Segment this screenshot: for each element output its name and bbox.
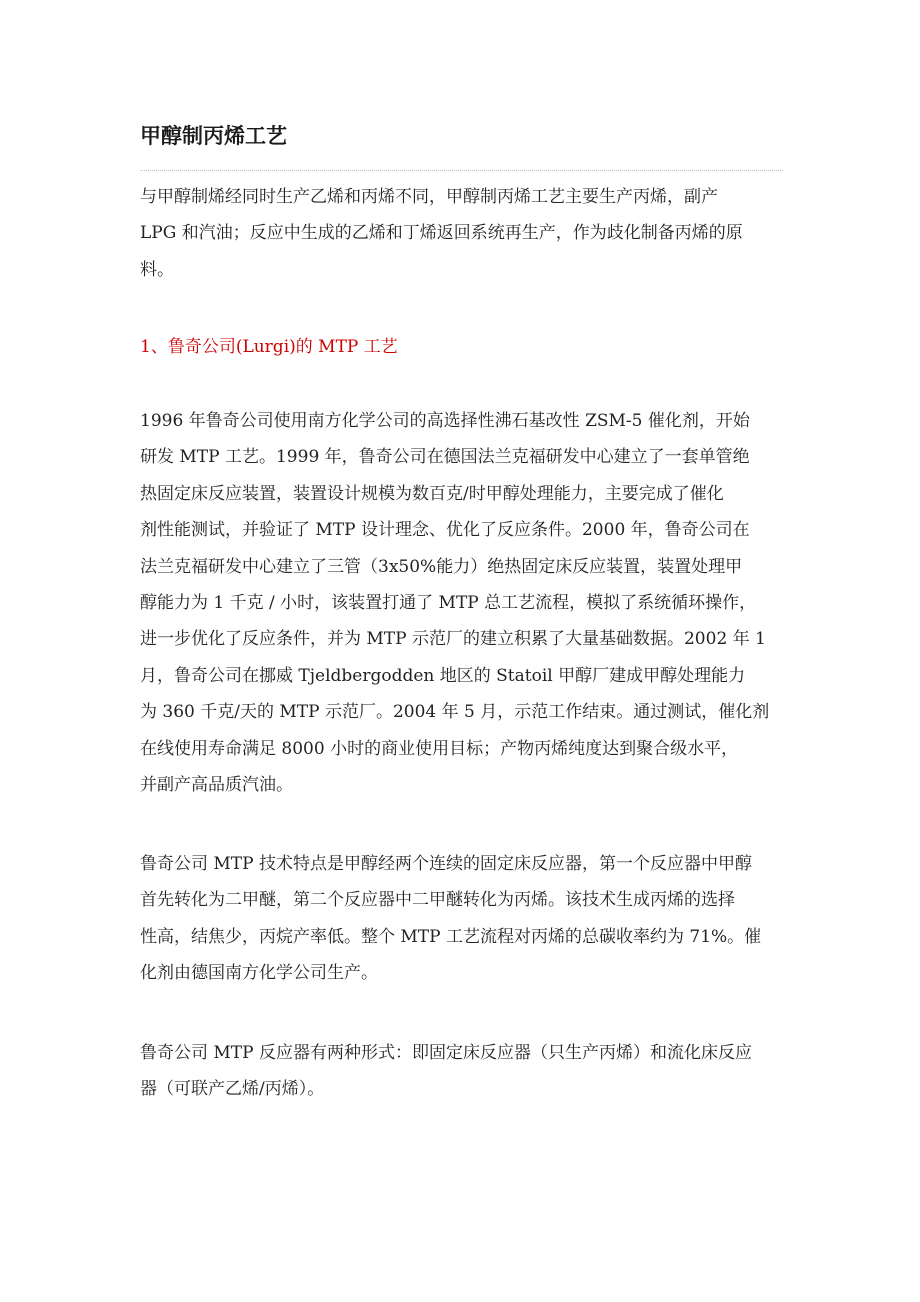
section-heading-block xyxy=(140,329,398,365)
paragraph-line: LPG 和汽油；反应中生成的乙烯和丁烯返回系统再生产，作为歧化制备丙烯的原 xyxy=(140,223,743,244)
paragraph-line: 性高，结焦少，丙烷产率低。整个 MTP 工艺流程对丙烯的总碳收率约为 71%。催 xyxy=(140,926,762,947)
paragraph-line: 鲁奇公司 MTP 反应器有两种形式：即固定床反应器（只生产丙烯）和流化床反应 xyxy=(140,1043,752,1063)
paragraph-line: 月，鲁奇公司在挪威 Tjeldbergodden 地区的 Statoil 甲醇厂建成甲醇处理能力 xyxy=(140,665,746,686)
paragraph-line: 为 360 千克/天的 MTP 示范厂。2004 年 5 月，示范工作结束。通过测试，催化剂 xyxy=(140,702,770,723)
paragraph-line: 1996 年鲁奇公司使用南方化学公司的高选择性沸石基改性 ZSM-5 催化剂，开始 xyxy=(140,411,750,431)
intro-paragraph xyxy=(140,179,743,288)
paragraph-line: 首先转化为二甲醚，第二个反应器中二甲醚转化为丙烯。该技术生成丙烯的选择 xyxy=(140,890,735,911)
paragraph-line: 剂性能测试，并验证了 MTP 设计理念、优化了反应条件。2000 年，鲁奇公司在 xyxy=(140,520,750,541)
paragraph-line: 研发 MTP 工艺。1999 年，鲁奇公司在德国法兰克福研发中心建立了一套单管绝 xyxy=(140,447,750,468)
paragraph-line: 器（可联产乙烯/丙烯）。 xyxy=(140,1079,325,1100)
history-paragraph xyxy=(140,403,769,803)
page-title: 甲醇制丙烯工艺 xyxy=(140,124,287,148)
paragraph-line: 在线使用寿命满足 8000 小时的商业使用目标；产物丙烯纯度达到聚合级水平， xyxy=(140,738,739,759)
section-heading: 1、鲁奇公司(Lurgi)的 MTP 工艺 xyxy=(140,337,398,357)
paragraph-line: 进一步优化了反应条件，并为 MTP 示范厂的建立积累了大量基础数据。2002 年 1 xyxy=(140,629,766,650)
paragraph-line: 与甲醇制烯经同时生产乙烯和丙烯不同，甲醇制丙烯工艺主要生产丙烯，副产 xyxy=(140,187,718,207)
title-divider xyxy=(140,170,783,171)
paragraph-line: 法兰克福研发中心建立了三管（3x50%能力）绝热固定床反应装置，装置处理甲 xyxy=(140,556,743,577)
paragraph-line: 化剂由德国南方化学公司生产。 xyxy=(140,963,378,984)
paragraph-line: 鲁奇公司 MTP 技术特点是甲醇经两个连续的固定床反应器，第一个反应器中甲醇 xyxy=(140,854,752,874)
paragraph-line: 热固定床反应装置，装置设计规模为数百克/时甲醇处理能力，主要完成了催化 xyxy=(140,483,724,504)
paragraph-line: 料。 xyxy=(140,259,174,280)
paragraph-line: 并副产高品质汽油。 xyxy=(140,774,293,795)
reactor-paragraph xyxy=(140,1035,752,1108)
features-paragraph xyxy=(140,846,761,992)
paragraph-line: 醇能力为 1 千克 / 小时，该装置打通了 MTP 总工艺流程，模拟了系统循环操作， xyxy=(140,592,757,613)
